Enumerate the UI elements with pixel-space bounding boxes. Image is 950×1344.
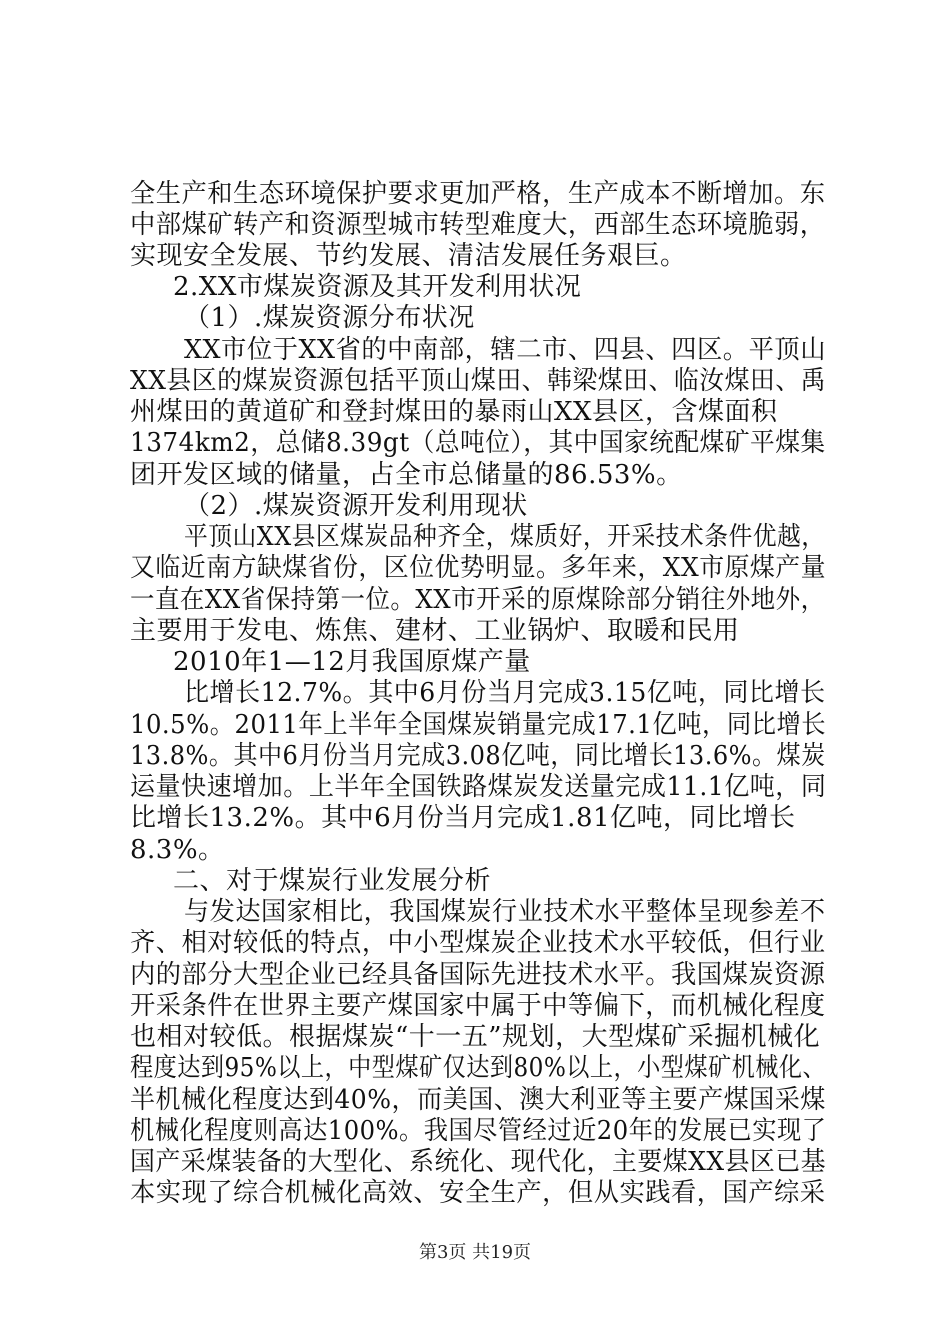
text-line: 2010年1—12月我国原煤产量	[173, 647, 531, 677]
text-line: 13.8%。其中6月份当月完成3.08亿吨，同比增长13.6%。煤炭	[130, 741, 826, 771]
text-line: 8.3%。	[130, 835, 225, 865]
text-line: 团开发区域的储量，占全市总储量的86.53%。	[130, 460, 683, 490]
text-line: 齐、相对较低的特点，中小型煤炭企业技术水平较低，但行业	[130, 928, 826, 958]
text-line: 中部煤矿转产和资源型城市转型难度大，西部生态环境脆弱，	[130, 210, 826, 240]
subsection-heading: （2）.煤炭资源开发利用现状	[184, 491, 528, 521]
text-line: 又临近南方缺煤省份，区位优势明显。多年来，XX市原煤产量	[130, 553, 827, 583]
text-line: 比增长13.2%。其中6月份当月完成1.81亿吨，同比增长	[130, 803, 796, 833]
text-line: 半机械化程度达到40%，而美国、澳大利亚等主要产煤国采煤	[130, 1085, 826, 1115]
text-line: 10.5%。2011年上半年全国煤炭销量完成17.1亿吨，同比增长	[130, 710, 827, 740]
text-line: 运量快速增加。上半年全国铁路煤炭发送量完成11.1亿吨，同	[130, 772, 827, 802]
text-line: 与发达国家相比，我国煤炭行业技术水平整体呈现参差不	[184, 897, 826, 927]
section-heading: 二、对于煤炭行业发展分析	[173, 866, 492, 896]
text-line: 程度达到95%以上，中型煤矿仅达到80%以上，小型煤矿机械化、	[130, 1053, 827, 1083]
text-line: XX县区的煤炭资源包括平顶山煤田、韩梁煤田、临汝煤田、禹	[130, 366, 827, 396]
text-line: 内的部分大型企业已经具备国际先进技术水平。我国煤炭资源	[130, 960, 826, 990]
text-line: 1374km2，总储8.39gt（总吨位），其中国家统配煤矿平煤集	[130, 428, 826, 458]
text-line: 开采条件在世界主要产煤国家中属于中等偏下，而机械化程度	[130, 991, 826, 1021]
text-line: 国产采煤装备的大型化、系统化、现代化，主要煤XX县区已基	[130, 1147, 827, 1177]
text-line: 机械化程度则高达100%。我国尽管经过近20年的发展已实现了	[130, 1116, 827, 1146]
text-line: 州煤田的黄道矿和登封煤田的暴雨山XX县区，含煤面积	[130, 397, 778, 427]
text-line: 全生产和生态环境保护要求更加严格，生产成本不断增加。东	[130, 179, 826, 209]
text-line: 本实现了综合机械化高效、安全生产，但从实践看，国产综采	[130, 1178, 826, 1208]
text-line: 一直在XX省保持第一位。XX市开采的原煤除部分销往外地外，	[130, 585, 826, 615]
text-line: 实现安全发展、节约发展、清洁发展任务艰巨。	[130, 241, 687, 271]
text-line: XX市位于XX省的中南部，辖二市、四县、四区。平顶山	[184, 335, 827, 365]
text-line: 平顶山XX县区煤炭品种齐全，煤质好，开采技术条件优越，	[184, 522, 826, 552]
subsection-heading: （1）.煤炭资源分布状况	[184, 303, 475, 333]
text-line: 主要用于发电、炼焦、建材、工业锅炉、取暖和民用	[130, 616, 740, 646]
text-line: 也相对较低。根据煤炭“十一五”规划，大型煤矿采掘机械化	[130, 1022, 821, 1052]
page-number: 第3页 共19页	[418, 1242, 532, 1263]
section-heading: 2.XX市煤炭资源及其开发利用状况	[173, 272, 582, 302]
text-line: 比增长12.7%。其中6月份当月完成3.15亿吨，同比增长	[184, 678, 826, 708]
